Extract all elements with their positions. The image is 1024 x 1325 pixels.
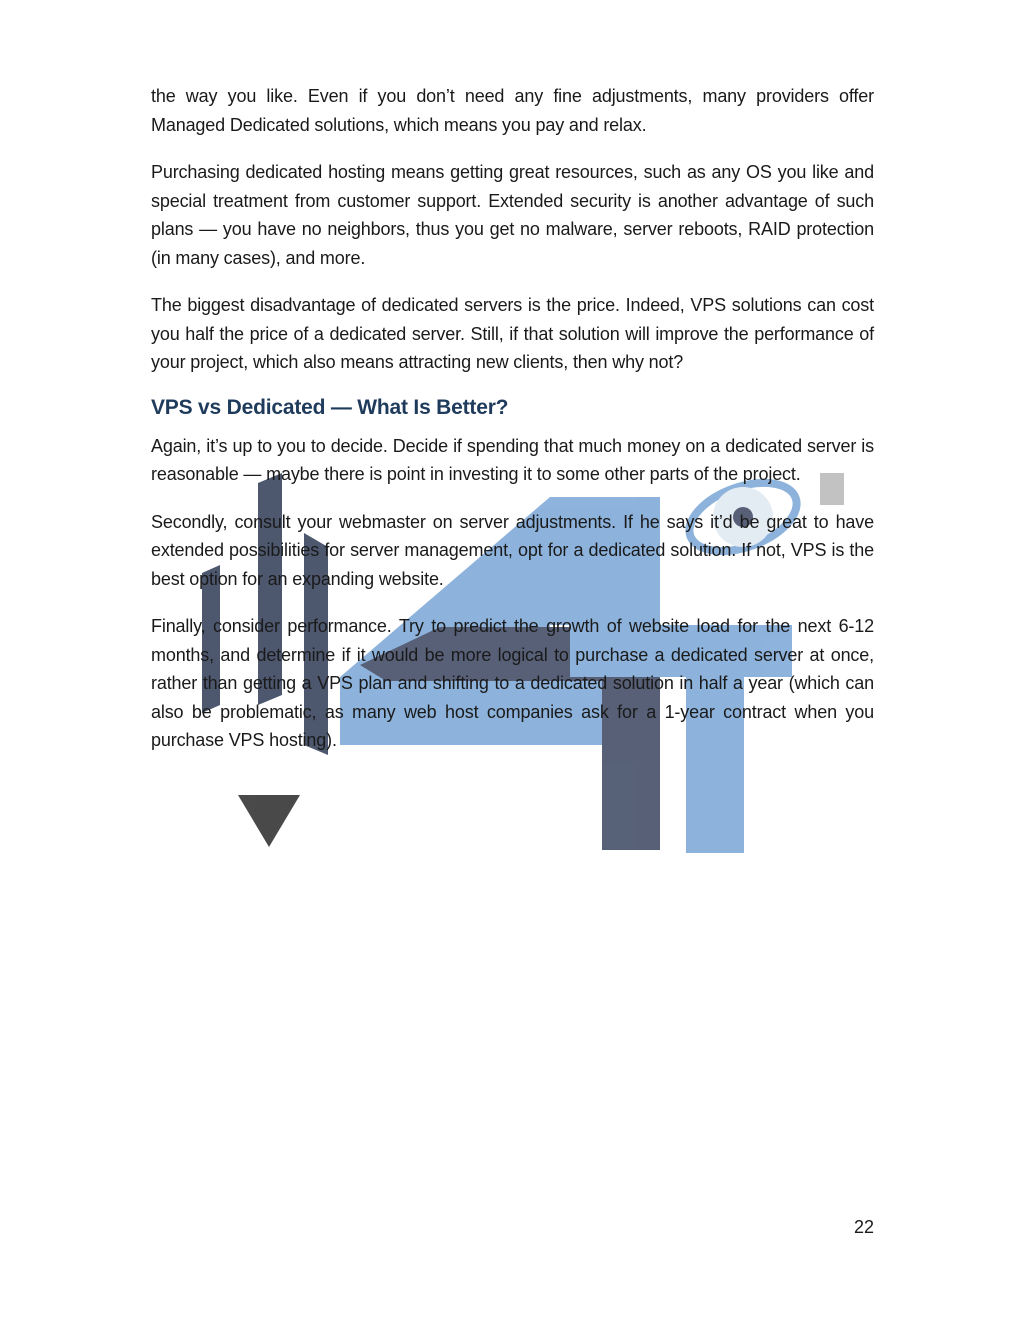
watermark-arrow: [238, 795, 300, 847]
paragraph-dedicated-advantages: Purchasing dedicated hosting means getting great resources, such as any OS you like and special treatment from customer support. Extended security is another advantage of such plans — you have no neighbors, thus you get no malware, server reboots, RAID protection (in many cases), and more.: [151, 162, 874, 268]
section-heading: VPS vs Dedicated — What Is Better?: [151, 395, 509, 419]
paragraph-continuation: the way you like. Even if you don’t need any fine adjustments, many providers offer Managed Dedicated solutions, which means you pay and relax.: [151, 86, 874, 135]
page-content: [151, 82, 874, 774]
paragraph-finally: Finally, consider performance. Try to predict the growth of website load for the next 6-12 months, and determine if it would be more logical to purchase a dedicated server at once, rather than getting a VPS plan and shifting to a dedicated solution in half a year (which can also be problematic, as many web host companies ask for a 1-year contract when you purchase VPS hosting).: [151, 616, 874, 750]
paragraph-dedicated-disadvantage: The biggest disadvantage of dedicated servers is the price. Indeed, VPS solutions can cost you half the price of a dedicated server. Still, if that solution will improve the performance of your project, which also means attracting new clients, then why not?: [151, 295, 874, 372]
page-number: 22: [853, 1217, 874, 1237]
paragraph-again: Again, it’s up to you to decide. Decide if spending that much money on a dedicated server is reasonable — maybe there is point in investing it to some other parts of the project.: [151, 435, 874, 484]
paragraph-secondly: Secondly, consult your webmaster on server adjustments. If he says it’d be great to have extended possibilities for server management, opt for a dedicated solution. If not, VPS is the best option for an expanding website.: [151, 511, 874, 589]
